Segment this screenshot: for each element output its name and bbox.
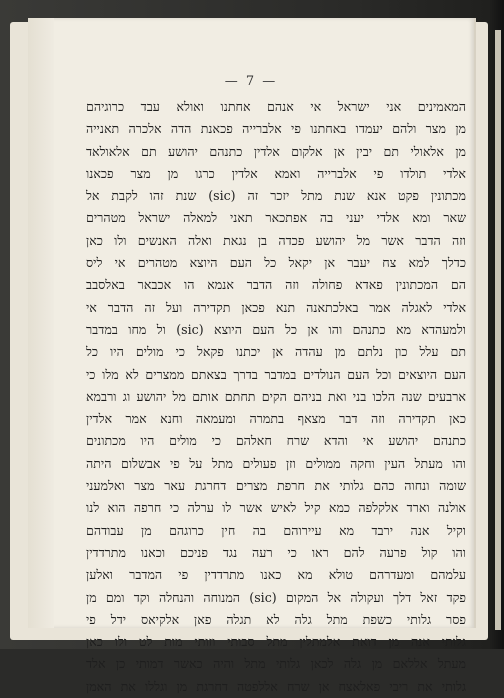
text-line: כאן תקדירה וזה דבר מצאף בתמרה ומעמאה וחנא אמר אלדין bbox=[86, 411, 466, 427]
text-line: תם עלל כון נלתם מן עהדה אן יכתנו פקאל כי מולים היו כל bbox=[86, 344, 466, 360]
text-line: ארבעים שנה הלכו בני ואת בניהם הקים תחתם אותם מל יהושע וג ורבמא bbox=[86, 388, 466, 404]
text-line: מן מצר ולהם יעמדו באחתנו פי אלברייה פכאנת הדה אלכרה תאנייה bbox=[86, 121, 466, 137]
scan-edge bbox=[490, 0, 504, 649]
adjacent-page-edge bbox=[495, 30, 501, 630]
text-line: כתנהם יהושע אי והדא שרח חאלהם כי מולים היו מכתונים bbox=[86, 433, 466, 449]
text-line: המאמינים אני ישראל אי אנהם אחתנו ואולא עבד כרוגיהם bbox=[86, 99, 466, 114]
text-line: עלמהם ומעדרהם טולא מא כאנו מתרדדין פי המדבר ואלען bbox=[86, 567, 466, 583]
text-line: שאר ומא אלדי יעני בה אפתכאר תאני למאלה ישראל מטהרים bbox=[86, 210, 466, 226]
text-line: מעתל אללאם מן גלה לכאן גלותי מתל והיה כאשר דמותי כן אלד bbox=[86, 656, 466, 672]
text-line: מכתונין פקט אנא שנת מתל יזכר זה (sic) שנת זהו לקבת אל bbox=[86, 188, 466, 204]
text-line: מן אלאולי תם יבין אן אלקום אלדין כתנהם יהושע תם אלאולאד bbox=[86, 143, 466, 159]
text-line: כדלך למא צח יעבר אן יקאל כל העם היוצא מטהרים אי ליס bbox=[86, 255, 466, 271]
text-line: אלדי תולדו פי אלברייה ואמא אלדין כרגו מן מצר פכאנו bbox=[86, 165, 466, 181]
text-line: פקד זאל דלך ועקולה אל המקום (sic) המנוחה והנחלה וקד ומם מן bbox=[86, 589, 466, 605]
book-page bbox=[28, 18, 476, 694]
text-line: והו מעתל העין וחקה ממולים וזן פעולים מתל על פי אבשלום היתה bbox=[86, 455, 466, 471]
text-line: העם היוצאים וכל העם הנולדים במדבר בדרך בצאתם ממצרים לא מלו כי bbox=[86, 366, 466, 382]
text-line: אולנה וארד אלקלפה כמא קיל לאיש אשר לו ערלה כי חרפה הוא לנו bbox=[86, 500, 466, 516]
text-line: גלותי אנה מן דואת אלמתלין מתל סבותי וזותי מות לט ולו כאן bbox=[86, 634, 466, 650]
text-line: והו קול פרעה להם ראו כי רעה נגד פניכם וכאנו מתרדדין bbox=[86, 544, 466, 560]
text-line: הם המכתונין פאדא פחולה וזה הדבר אנמא הו אכבאר באלסבב bbox=[86, 277, 466, 293]
page-text bbox=[86, 96, 466, 698]
text-line: אלדי לאגלה אמר באלכתאנה תנא פכאן תקדירה ועל זה הדבר אי bbox=[86, 299, 466, 315]
text-line: וקיל אנה ירבד מא עיירוהם בה חין כרוגהם מן עבודהם bbox=[86, 522, 466, 538]
text-line: ולמעהדא מא כתנהם והו אן כל העם היוצא (sic) ול מחו במדבר bbox=[86, 321, 466, 337]
text-line: שומה ונחוה כהם גלותי את חרפת מצרים דחרגת עאר מצר ואלמעני bbox=[86, 478, 466, 494]
page-number: — 7 — bbox=[224, 74, 278, 89]
text-line: גלותי את ריבי פאלאצח אן שרח אללפטה דחרגת מן וגללו את האמן bbox=[86, 678, 466, 694]
text-line: וזה הדבר אשר מל יהושע פכדה בן נגאת ואלה האנשים ולו כאן bbox=[86, 232, 466, 248]
text-line: פסר גלותי כשפת מתל גלה לא תגלה פאן אלקיאס ידל פי bbox=[86, 611, 466, 627]
page-gutter bbox=[28, 18, 54, 628]
